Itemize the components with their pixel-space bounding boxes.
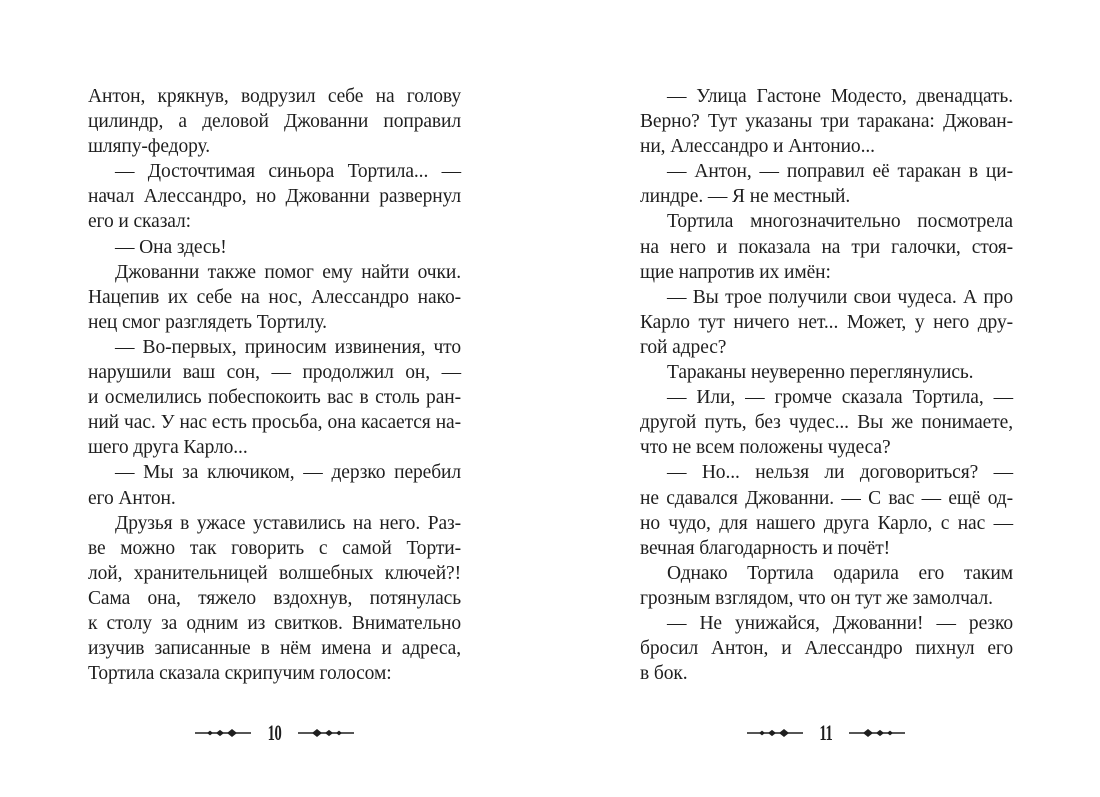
text-line: линдре. — Я не местный. (640, 186, 851, 208)
text-line: — Не унижайся, Джованни! — резко (667, 612, 1013, 634)
footer-ornament-left-icon (747, 727, 803, 739)
text-line: на него и показала на три галочки, стоя- (640, 236, 1013, 258)
text-line: — Во-первых, приносим извинения, что (115, 336, 461, 358)
text-line: — Мы за ключиком, — дерзко перебил (115, 462, 461, 484)
text-line: Однако Тортила одарила его таким (667, 562, 1013, 584)
text-line: что не всем положены чудеса? (640, 437, 891, 459)
page-right (550, 0, 1100, 797)
text-line: шего друга Карло... (88, 437, 248, 459)
footer-ornament-right-icon (298, 727, 354, 739)
text-line: гой адрес? (640, 336, 727, 358)
page-number: 11 (819, 720, 833, 745)
text-line: нец смог разглядеть Тортилу. (88, 311, 327, 333)
page-left-footer (189, 720, 359, 745)
text-line: — Она здесь! (115, 236, 227, 258)
text-line: — Антон, — поправил её таракан в ци- (667, 161, 1013, 183)
footer-ornament-right-icon (849, 727, 905, 739)
text-line: ний час. У нас есть просьба, она касается на- (88, 412, 461, 434)
text-line: Антон, крякнув, водрузил себе на голову (88, 86, 461, 107)
text-line: бросил Антон, и Алессандро пихнул его (640, 638, 1013, 660)
text-line: Тортила сказала скрипучим голосом: (88, 663, 392, 685)
text-line: не сдавался Джованни. — С вас — ещё од- (640, 487, 1013, 509)
text-line: — Улица Гастоне Модесто, двенадцать. (667, 86, 1013, 107)
text-line: щие напротив их имён: (640, 261, 831, 283)
page-right-footer (741, 720, 911, 745)
text-line: и осмелились побеспокоить вас в столь ран- (88, 387, 461, 409)
text-line: другой путь, без чудес... Вы же понимаете, (640, 412, 1013, 434)
text-line: — Досточтимая синьора Тортила... — (115, 161, 461, 183)
text-line: нарушили ваш сон, — продолжил он, — (88, 362, 461, 384)
text-line: начал Алессандро, но Джованни развернул (88, 186, 461, 208)
text-line: Карло тут ничего нет... Может, у него дру- (640, 311, 1013, 333)
text-line: ве можно так говорить с самой Торти- (88, 537, 461, 559)
page-number: 10 (267, 720, 281, 745)
text-line: его Антон. (88, 487, 176, 509)
text-line: цилиндр, а деловой Джованни поправил (88, 111, 461, 133)
text-line: Тараканы неуверенно переглянулись. (667, 362, 974, 384)
text-line: ни, Алессандро и Антонио... (640, 136, 875, 158)
text-line: лой, хранительницей волшебных ключей?! (88, 562, 461, 584)
text-line: вечная благодарность и почёт! (640, 537, 891, 559)
text-line: Нацепив их себе на нос, Алессандро нако- (88, 286, 461, 308)
text-line: — Или, — громче сказала Тортила, — (667, 387, 1013, 409)
text-line: — Вы трое получили свои чудеса. А про (667, 286, 1013, 308)
text-line: в бок. (640, 663, 688, 685)
text-line: изучив записанные в нём имена и адреса, (88, 638, 461, 660)
text-line: — Но... нельзя ли договориться? — (667, 462, 1013, 484)
page-right-text (640, 84, 1013, 686)
text-line: шляпу-федору. (88, 136, 210, 158)
text-line: его и сказал: (88, 211, 191, 233)
text-line: Джованни также помог ему найти очки. (115, 261, 461, 283)
text-line: Верно? Тут указаны три таракана: Джован- (640, 111, 1013, 133)
text-line: Сама она, тяжело вздохнув, потянулась (88, 587, 461, 609)
footer-ornament-left-icon (195, 727, 251, 739)
page-left-text (88, 84, 461, 686)
text-line: грозным взглядом, что он тут же замолчал. (640, 587, 993, 609)
text-line: Друзья в ужасе уставились на него. Раз- (115, 512, 461, 534)
text-line: Тортила многозначительно посмотрела (667, 211, 1013, 233)
text-line: но чудо, для нашего друга Карло, с нас — (640, 512, 1013, 534)
text-line: к столу за одним из свитков. Внимательно (88, 612, 461, 634)
